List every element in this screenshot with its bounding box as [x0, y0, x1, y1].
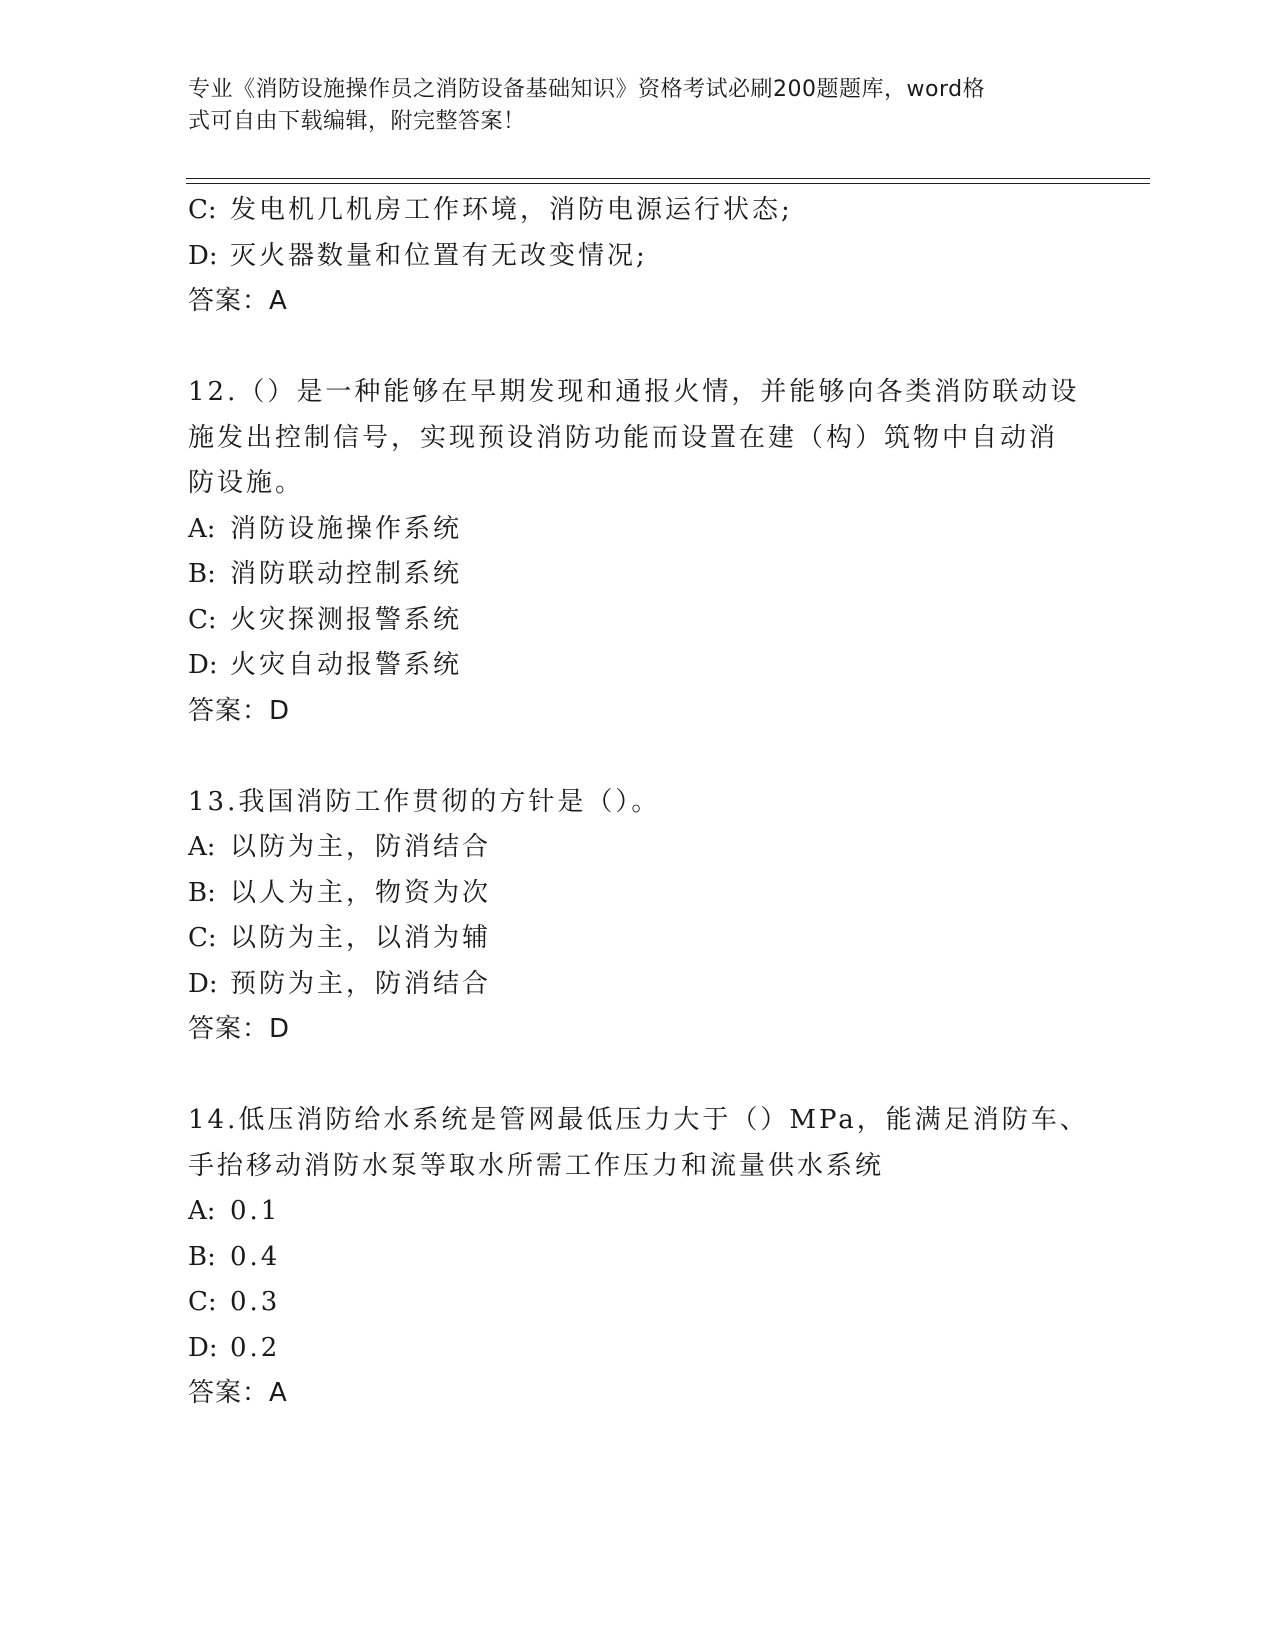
- header-rule-top: [186, 178, 1150, 179]
- question-13-line-1: 13.我国消防工作贯彻的方针是（）。: [188, 786, 661, 817]
- option-a: A: 以防为主，防消结合: [188, 832, 492, 862]
- option-c: C: 发电机几机房工作环境，消防电源运行状态;: [188, 195, 793, 225]
- header-line-2: 式可自由下载编辑，附完整答案！: [188, 109, 526, 134]
- option-c: C: 0.3: [188, 1287, 281, 1317]
- question-content: [188, 188, 1088, 1417]
- option-d: D: 0.2: [188, 1332, 281, 1363]
- question-14-line-2: 手抬移动消防水泵等取水所需工作压力和流量供水系统: [188, 1150, 885, 1181]
- document-header: [188, 74, 1068, 138]
- option-b: B: 消防联动控制系统: [188, 559, 463, 589]
- answer-line: 答案：D: [188, 695, 291, 726]
- option-b: B: 以人为主，物资为次: [188, 877, 492, 908]
- header-rule-bottom: [186, 183, 1150, 184]
- answer-line: 答案：A: [188, 1378, 288, 1408]
- option-c: C: 火灾探测报警系统: [188, 604, 463, 635]
- option-b: B: 0.4: [188, 1241, 281, 1272]
- option-a: A: 消防设施操作系统: [188, 513, 463, 544]
- option-d: D: 火灾自动报警系统: [188, 650, 463, 680]
- question-12-line-2: 施发出控制信号，实现预设消防功能而设置在建（构）筑物中自动消: [188, 422, 1059, 453]
- option-a: A: 0.1: [188, 1196, 281, 1226]
- option-c: C: 以防为主，以消为辅: [188, 923, 492, 953]
- answer-line: 答案：A: [188, 286, 288, 316]
- answer-line: 答案：D: [188, 1014, 291, 1044]
- header-line-1: 专业《消防设施操作员之消防设备基础知识》资格考试必刷200题题库，word格: [188, 77, 986, 102]
- option-d: D: 灭火器数量和位置有无改变情况;: [188, 240, 648, 271]
- question-14-line-1: 14.低压消防给水系统是管网最低压力大于（）MPa，能满足消防车、: [188, 1105, 1089, 1135]
- question-12-line-3: 防设施。: [188, 468, 305, 498]
- option-d: D: 预防为主，防消结合: [188, 968, 492, 999]
- question-12-line-1: 12.（）是一种能够在早期发现和通报火情，并能够向各类消防联动设: [188, 377, 1080, 407]
